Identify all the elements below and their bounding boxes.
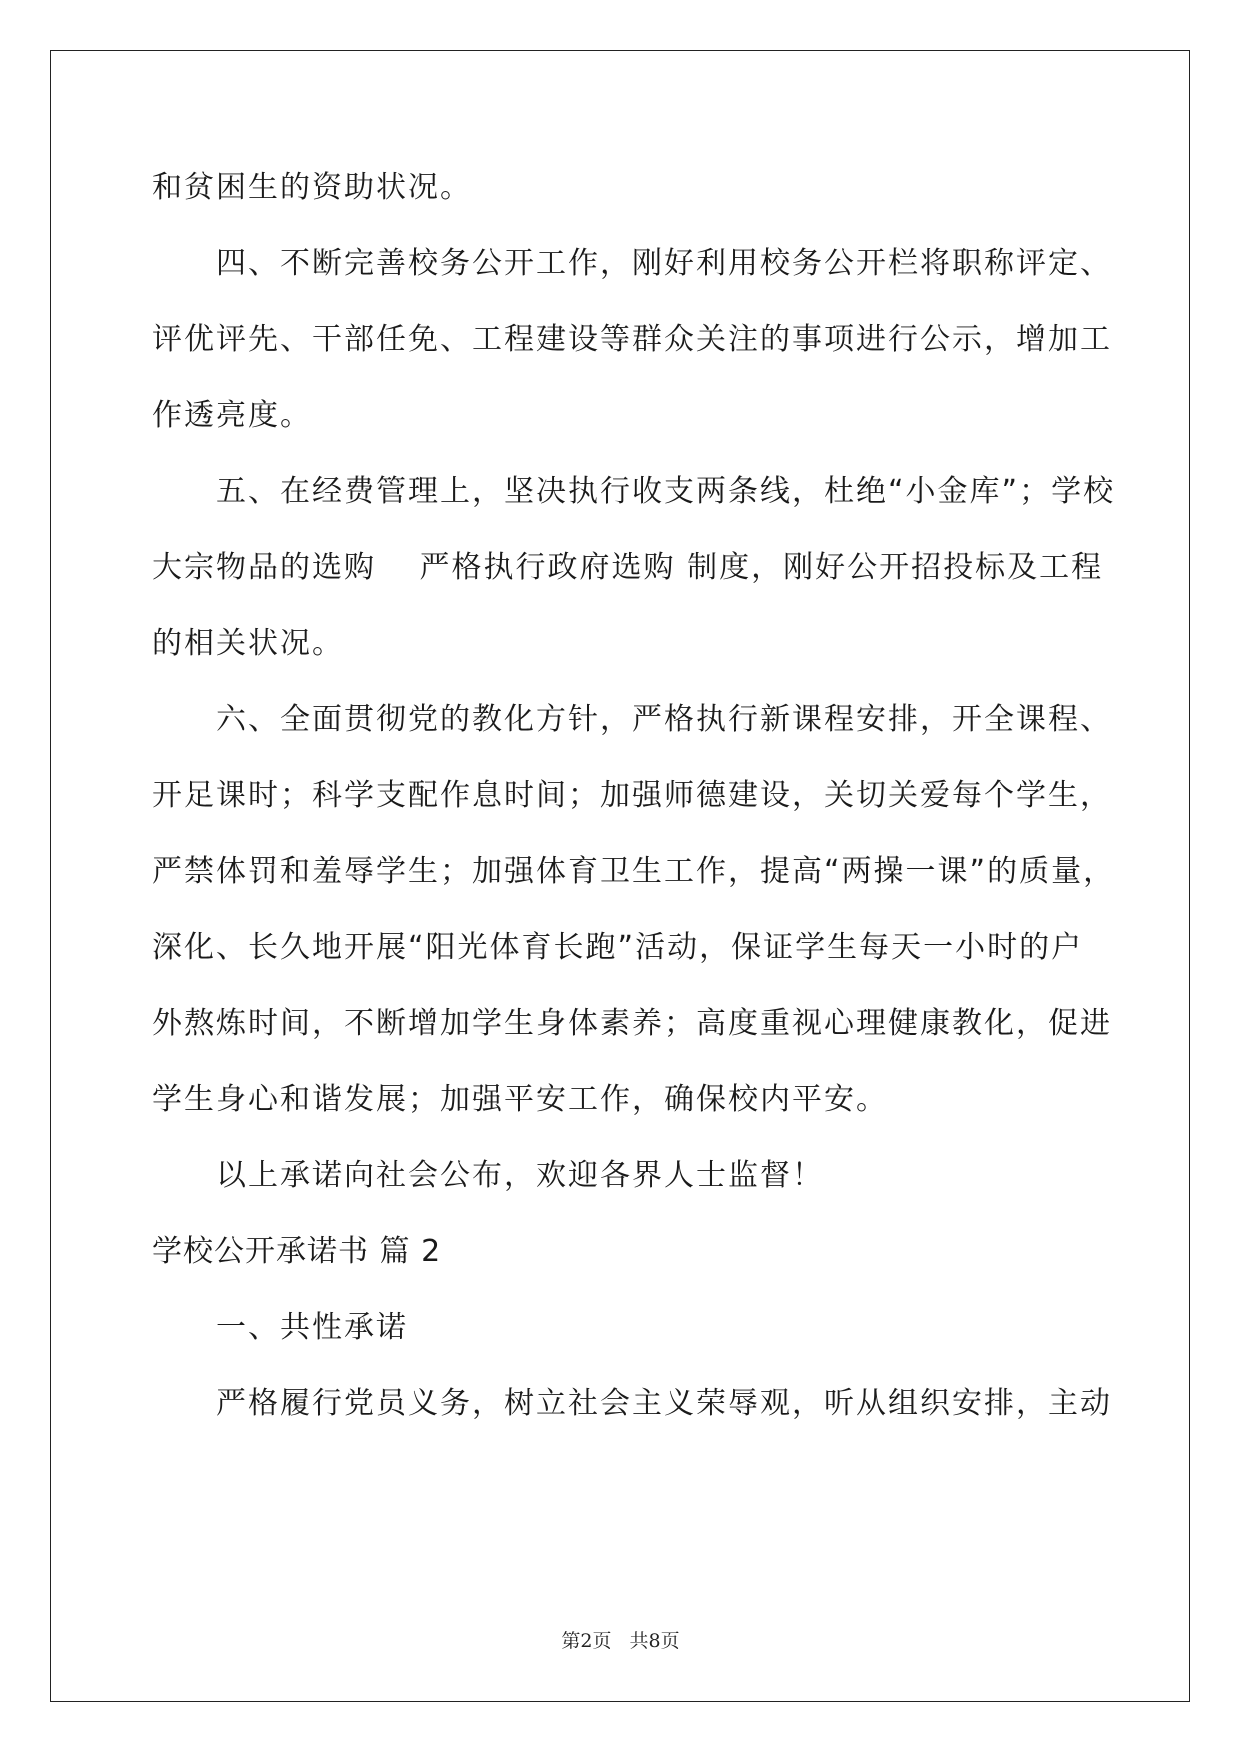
text-line: 六、全面贯彻党的教化方针，严格执行新课程安排，开全课程、: [216, 702, 1112, 737]
section-heading: 学校公开承诺书 篇 2: [152, 1234, 442, 1269]
text-line: 深化、长久地开展“阳光体育长跑”活动，保证学生每天一小时的户: [152, 930, 1084, 965]
text-line: 学生身心和谐发展；加强平安工作，确保校内平安。: [152, 1082, 888, 1117]
text-line: 评优评先、干部任免、工程建设等群众关注的事项进行公示，增加工: [152, 322, 1112, 357]
text-line: 作透亮度。: [152, 398, 312, 433]
text-line: 和贫困生的资助状况。: [152, 170, 472, 205]
text-line: 四、不断完善校务公开工作，刚好利用校务公开栏将职称评定、: [216, 246, 1112, 281]
document-body: [152, 150, 1116, 1442]
text-line: 五、在经费管理上，坚决执行收支两条线，杜绝“小金库”；学校: [216, 474, 1116, 509]
page-footer: [0, 1626, 1241, 1653]
text-line: 的相关状况。: [152, 626, 344, 661]
text-line: 以上承诺向社会公布，欢迎各界人士监督！: [216, 1158, 824, 1193]
text-line: 开足课时；科学支配作息时间；加强师德建设，关切关爱每个学生，: [152, 778, 1112, 813]
text-line: 外熬炼时间，不断增加学生身体素养；高度重视心理健康教化，促进: [152, 1006, 1112, 1041]
text-line: 大宗物品的选购 严格执行政府选购 制度，刚好公开招投标及工程: [152, 550, 1104, 585]
page-number-current: 第2页: [561, 1630, 612, 1652]
text-line: 严格履行党员义务，树立社会主义荣辱观，听从组织安排，主动: [216, 1386, 1112, 1421]
page-number-total: 共8页: [629, 1630, 680, 1652]
text-line: 严禁体罚和羞辱学生；加强体育卫生工作，提高“两操一课”的质量，: [152, 854, 1116, 889]
text-line: 一、共性承诺: [216, 1310, 408, 1345]
